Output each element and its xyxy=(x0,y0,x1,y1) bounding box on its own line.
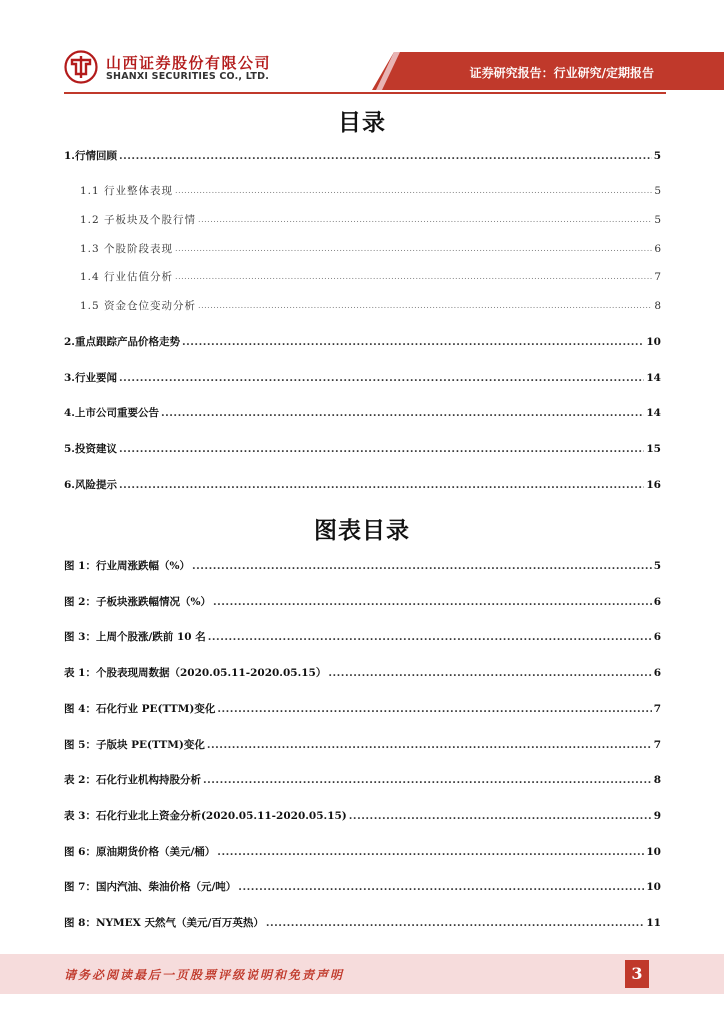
toc-subitem[interactable] xyxy=(80,299,661,313)
company-name-cn: 山西证券股份有限公司 xyxy=(106,54,272,72)
leader-dots xyxy=(119,371,644,385)
toc-item-page: 16 xyxy=(646,479,661,491)
figure-item-label: 图 2：子板块涨跌幅情况（%） xyxy=(64,596,211,608)
figure-item-label: 图 6：原油期货价格（美元/桶） xyxy=(64,846,216,858)
figure-item[interactable] xyxy=(64,809,661,823)
figure-item-page: 6 xyxy=(653,667,661,679)
figure-item[interactable] xyxy=(64,738,661,752)
figure-item-label: 表 2：石化行业机构持股分析 xyxy=(64,774,201,786)
figure-item-label: 图 4：石化行业 PE(TTM)变化 xyxy=(64,703,216,715)
toc-item-page: 15 xyxy=(646,443,661,455)
leader-dots xyxy=(217,845,644,859)
toc-item-label: 1.1 行业整体表现 xyxy=(80,185,174,197)
toc-subitem[interactable] xyxy=(80,184,661,198)
toc-item-label: 1.4 行业估值分析 xyxy=(80,271,174,283)
leader-dots xyxy=(208,630,652,644)
figure-item[interactable] xyxy=(64,666,661,680)
figure-item-label: 表 3：石化行业北上资金分析(2020.05.11-2020.05.15) xyxy=(64,810,347,822)
toc-item-label: 6.风险提示 xyxy=(64,479,117,491)
figure-item-page: 6 xyxy=(653,631,661,643)
leader-dots xyxy=(198,299,652,313)
figure-item-page: 6 xyxy=(653,596,661,608)
report-type: 证券研究报告：行业研究/定期报告 xyxy=(469,66,654,80)
leader-dots xyxy=(175,242,652,256)
page-number: 3 xyxy=(625,960,649,988)
company-name-en: SHANXI SECURITIES CO., LTD. xyxy=(106,71,270,82)
toc-item-page: 14 xyxy=(646,407,661,419)
toc-item[interactable] xyxy=(64,406,661,420)
toc-item[interactable] xyxy=(64,149,661,163)
leader-dots xyxy=(213,595,652,609)
header-banner xyxy=(0,0,724,100)
leader-dots xyxy=(192,559,652,573)
figure-item-label: 图 5：子版块 PE(TTM)变化 xyxy=(64,739,205,751)
leader-dots xyxy=(161,406,644,420)
leader-dots xyxy=(217,702,651,716)
leader-dots xyxy=(119,149,652,163)
figure-item[interactable] xyxy=(64,595,661,609)
leader-dots xyxy=(175,184,652,198)
toc-item-label: 3.行业要闻 xyxy=(64,372,117,384)
toc-item-page: 5 xyxy=(654,214,661,226)
leader-dots xyxy=(203,773,652,787)
figure-item-page: 7 xyxy=(653,739,661,751)
toc-item-page: 5 xyxy=(654,185,661,197)
toc-item[interactable] xyxy=(64,478,661,492)
leader-dots xyxy=(207,738,652,752)
page-header xyxy=(0,0,724,100)
toc-item[interactable] xyxy=(64,442,661,456)
toc-item-label: 2.重点跟踪产品价格走势 xyxy=(64,336,180,348)
leader-dots xyxy=(266,916,645,930)
toc-subitem[interactable] xyxy=(80,270,661,284)
header-divider xyxy=(64,92,666,94)
toc-item[interactable] xyxy=(64,371,661,385)
leader-dots xyxy=(198,213,652,227)
figure-item-page: 10 xyxy=(646,881,661,893)
figure-item-label: 图 7：国内汽油、柴油价格（元/吨） xyxy=(64,881,237,893)
page-footer xyxy=(0,954,724,994)
toc-subitem[interactable] xyxy=(80,213,661,227)
disclaimer-notice: 请务必阅读最后一页股票评级说明和免责声明 xyxy=(64,968,345,982)
leader-dots xyxy=(119,442,644,456)
toc-item-label: 1.5 资金仓位变动分析 xyxy=(80,300,197,312)
toc-item-page: 5 xyxy=(653,150,661,162)
figure-item-label: 图 3：上周个股涨/跌前 10 名 xyxy=(64,631,206,643)
figure-item-label: 表 1：个股表现周数据（2020.05.11-2020.05.15） xyxy=(64,667,327,679)
toc-item-label: 4.上市公司重要公告 xyxy=(64,407,159,419)
figure-item[interactable] xyxy=(64,559,661,573)
company-logo-icon xyxy=(64,50,98,84)
toc-item-page: 6 xyxy=(654,243,661,255)
figure-item-label: 图 1：行业周涨跌幅（%） xyxy=(64,560,190,572)
figure-item-label: 图 8：NYMEX 天然气（美元/百万英热） xyxy=(64,917,264,929)
figure-item-page: 8 xyxy=(653,774,661,786)
toc-item-label: 1.3 个股阶段表现 xyxy=(80,243,174,255)
figure-item[interactable] xyxy=(64,916,661,930)
toc-item-label: 1.2 子板块及个股行情 xyxy=(80,214,197,226)
figure-item-page: 9 xyxy=(653,810,661,822)
toc-item-page: 10 xyxy=(646,336,661,348)
figures-title: 图表目录 xyxy=(314,517,410,544)
toc-item-page: 14 xyxy=(646,372,661,384)
leader-dots xyxy=(238,880,644,894)
leader-dots xyxy=(349,809,652,823)
toc-item-page: 7 xyxy=(654,271,661,283)
toc-item[interactable] xyxy=(64,335,661,349)
figure-item[interactable] xyxy=(64,702,661,716)
toc-item-label: 1.行情回顾 xyxy=(64,150,117,162)
leader-dots xyxy=(119,478,644,492)
figure-item[interactable] xyxy=(64,845,661,859)
figure-item[interactable] xyxy=(64,773,661,787)
figure-item-page: 11 xyxy=(646,917,661,929)
figure-item-page: 5 xyxy=(653,560,661,572)
toc-item-page: 8 xyxy=(654,300,661,312)
toc-subitem[interactable] xyxy=(80,242,661,256)
figure-item-page: 10 xyxy=(646,846,661,858)
figure-item-page: 7 xyxy=(653,703,661,715)
leader-dots xyxy=(328,666,651,680)
figure-item[interactable] xyxy=(64,630,661,644)
leader-dots xyxy=(175,270,652,284)
toc-item-label: 5.投资建议 xyxy=(64,443,117,455)
toc-title: 目录 xyxy=(338,109,386,136)
leader-dots xyxy=(182,335,644,349)
figure-item[interactable] xyxy=(64,880,661,894)
